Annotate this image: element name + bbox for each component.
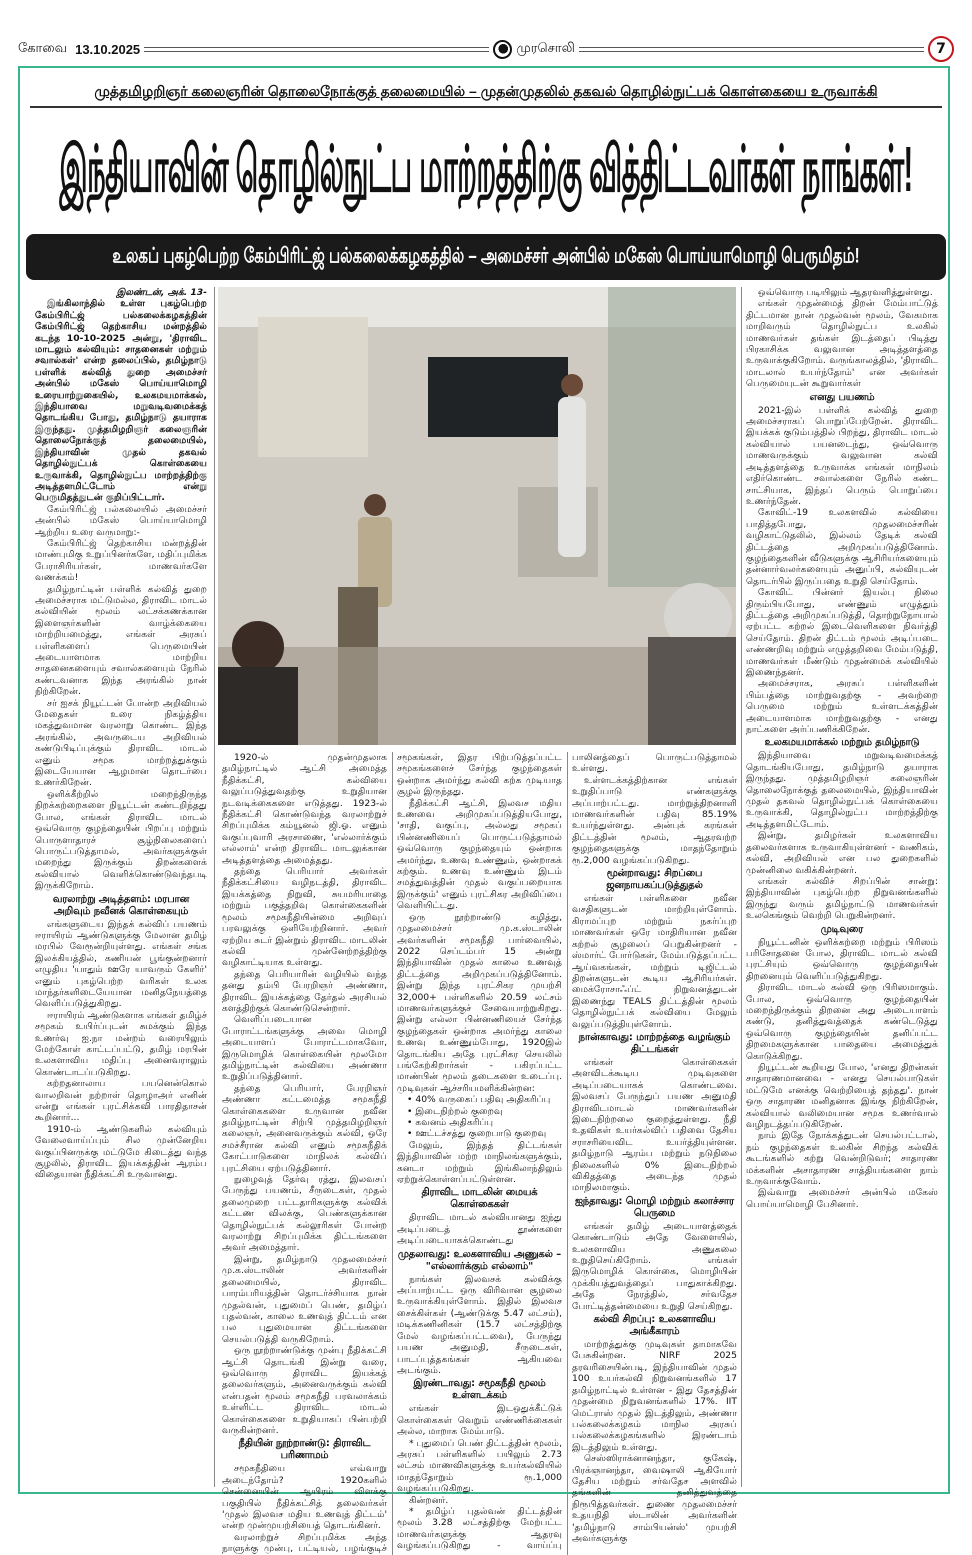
paragraph: மாற்றத்துக்கு முடிவுகள் தாமாகவே பேசுகின்றன. NIRF 2025 தரவரிசையின்படி, இந்தியாவின் முதல் 100 உயர்கல்வி நிறுவனங்களில் 17 தமிழ்நாட்டில் உள்ளன - இது தேசத்தின் முதன்மை நிறுவனங்களில் 17%. IIT மெட்ராஸ் முதல் இடத்திலும், அண்ணா பல்கலைக்கழகம் மாநில அரசுப் பல்கலைக்கழகங்களில் இரண்டாம் இடத்திலும் உள்ளது. — [572, 1339, 737, 1453]
paragraph: தந்தை பெரியாரின் வழியில் வந்த தனது தம்பி பேரறிஞர் அண்ணா, திராவிட இயக்கத்தை தேர்தல் அரசியல் களத்திற்குக் கொண்டுசென்றார். — [222, 968, 387, 1014]
paragraph: சமூகநீதியை எவ்வாறு அடைந்தோம்? 1920களில் சென்னையின் ஆயிரம் விளக்கு பகுதியில் நீதிக்கட்சித் தலைவர்கள் 'முதல் இலவச மதிய உணவுத் திட்டம்' என்ற முன்முயற்சியைத் தொடங்கினர். — [222, 1463, 387, 1532]
dateline: இலண்டன், அக். 13- — [116, 287, 207, 298]
paragraph: திராவிட மாடல் கல்வியானது ஐந்து அடிப்படைத் தூண்களை அடிப்படையாகக்கொண்டது — [397, 1212, 562, 1247]
section-heading: மூன்றாவது: சிறப்பை ஜனநாயகப்படுத்துதல் — [606, 868, 703, 892]
paragraph: செஸ்ஸிராக்னானந்தா, குகேஷ், பிரக்ஞானந்தா, வைஷாலி ஆகியோர் தேசிய மற்றும் சர்வதேச அளவில் தங்களின் தனித்துவத்தை நிரூபித்தவர்கள். துணை முதலமைச்சர் உதயநிதி ஸ்டாலின் அவர்களின் 'தமிழ்நாடு சாம்பியன்ஸ்' முயற்சி அவர்களுக்கு — [572, 1453, 737, 1544]
section-heading: ஐந்தாவது: மொழி மற்றும் கலாச்சார பெருமை — [574, 1195, 735, 1219]
bullet-item: • 40% வருகைப் பதிவு அதிகரிப்பு — [407, 1094, 562, 1105]
paragraph: கோவிட்-19 உலகளவில் கல்வியை பாதித்தபோது, முதலமைச்சரின் வழிகாட்டுதலில், இல்லம் தேடிக் கல்வி திட்டத்தை அறிமுகப்படுத்தினோம். குழந்தைகளின் வீடுகளுக்கு ஆசிரியர்களையும் தன்னார்வலர்களையும் அனுப்பி, கல்வியுடன் தொடர்பில் இருப்பதை உறுதி செய்தோம். — [746, 507, 938, 587]
section-heading: இரண்டாவது: சமூகநீதி மூலம் உள்ளடக்கம் — [413, 1378, 546, 1402]
paragraph: நாம் இதே நோக்கத்துடன் செயல்பட்டால், நம் குழந்தைகள் உலகின் சிறந்த கல்விக் கூடங்களில் கற்று வென்றிடுவர்; சாதாரண மக்களின் அசாதாரண சாத்தியங்களை நாம் உருவாக்குவோம். — [746, 1130, 938, 1188]
section-heading: உலகமயமாக்கல் மற்றும் தமிழ்நாடு — [764, 737, 920, 749]
page-number: 7 — [928, 36, 954, 62]
paragraph: நியூட்டன் கூறியது போல, 'எனது திறன்கள் சாதாரணமானவை - எனது செயல்பாடுகள் மட்டுமே எனக்கு வெற்றியைத் தந்தது'. நான் ஒரு சாதாரண மனிதனாக இங்கு நிற்கிறேன், கல்வியால் வலிமையான சமூக உணர்வால் வழிநடத்தப்படுகிறேன். — [746, 1062, 938, 1131]
article-column-1 — [35, 287, 207, 1181]
paragraph: தமிழ்நாட்டின் பள்ளிக் கல்வித் துறை அமைச்சராக மட்டுமல்ல, திராவிட மாடல் கல்வியின் மூலம் லட்சக்கணக்கான இளைஞர்களின் வாழ்க்கையை மாற்றியமைத்து, எங்கள் அரசுப் பள்ளிகளைப் பெருமையின் அடையாளமாக மாற்றிய சாதனைகளையும் சவால்களையும் நேரில் கண்டவனாக இந்த அரங்கில் நான் நிற்கிறேன். — [35, 583, 207, 698]
paragraph: வெளிப்படையான போராட்டங்களுக்கு அவை மொழி அடையாளப் போராட்டமாகவோ, இருமொழிக் கொள்கையின் மூலமோ தமிழ்நாட்டின் கல்வியை அண்ணா உறுதிப்படுத்தினார். — [222, 1014, 387, 1083]
paragraph: நாங்கள் இலவசக் கல்விக்கு அப்பாற்பட்ட ஒரு விரிவான சூழலை உருவாக்கியுள்ளோம். இதில் இலவச சைக்கிள்கள் (ஆண்டுக்கு 5.47 லட்சம்), மடிக்கணினிகள் (15.7 லட்சத்திற்கு மேல் வழங்கப்பட்டவை), பேருந்து பயண அனுமதி, சீருடைகள், பாடப்புத்தகங்கள் ஆகியவை அடங்கும். — [397, 1273, 562, 1376]
paragraph: சர் ஐசக் நியூட்டன் போன்ற அறிவியல் மேதைகள் உரை நிகழ்த்திய மகத்துவமான வரலாறு கொண்ட இந்த அரங்கில், அவருடைய அறிவியல் கண்டுபிடிப்புக்கும் திராவிட மாடல் எனும் சமூக மாற்றத்துக்கும் இடையேயான ஆழமான தொடர்பை உணர்கிறேன். — [35, 697, 207, 789]
paragraph: நுழைவுத் தேர்வு ரத்து, இலவசப் பேருந்து பயணம், சீருடைகள், முதல் தலைமுறை பட்டதாரிகளுக்கு கல்விக் கட்டண விலக்கு, பெண்களுக்கான தொழில்நுட்பக் கல்லூரிகள் போன்ற வரலாற்று சிறப்புமிக்க திட்டங்களை அவர் அமைத்தார். — [222, 1174, 387, 1254]
paragraph: 1920-ல் முதன்முதலாக தமிழ்நாட்டில் ஆட்சி அமைத்த நீதிக்கட்சி, கல்வியை வலுப்படுத்துவதற்கு உறுதியான நடவடிக்கைகளை எடுத்தது. 1923-ல் நீதிக்கட்சி கொண்டுவந்த வரலாற்றுச் சிறப்புமிக்க கம்யூனல் ஜி.ஓ. எனும் வகுப்புவாரி அரசாணை, 'எல்லார்க்கும் எல்லாம்' என்ற திராவிட மாடலுக்கான அடித்தளத்தை அமைத்தது. — [222, 752, 387, 866]
paragraph: எங்கள் கல்விச் சிறப்பின் சான்று: இந்தியாவின் புகழ்பெற்ற நிறுவனங்களில் இருந்து வரும் தமிழ்நாட்டு மாணவர்கள் உலகெங்கும் வெற்றி பெறுகின்றனர். — [746, 875, 938, 922]
paragraph: * தமிழ்ப் புதல்வன் திட்டத்தின் மூலம் 3.28 லட்சத்திற்கு மேற்பட்ட மாணவர்களுக்கு ஆதரவு வழங்கப்படுகிறது - வாய்ப்பு பாலினத்தைப் பொருட்படுத்தாமல் உள்ளது. — [397, 752, 737, 1552]
bullet-item: • ஊட்டச்சத்து குறைபாடு குறைவு — [407, 1128, 562, 1139]
article-column-5 — [746, 287, 938, 1210]
paragraph: கின்றனர். — [409, 1494, 449, 1506]
paragraph: எங்கள் முதன்மைத் திறன் மேம்பாட்டுத் திட்டமான நான் முதல்வன் மூலம், வேகமாக மாறிவரும் தொழில்நுட்ப உலகில் மாணவர்கள் தங்கள் இடத்தைப் பிடித்து பிரகாசிக்க வலுவான அடித்தளத்தை உருவாக்குகிறோம். வருங்காலத்தில், 'திராவிட மாடலால் உயர்ந்தோம்' என அவர்கள் பெருமையுடன் கூறுவார்கள் — [746, 298, 938, 390]
issue-date: 13.10.2025 — [75, 41, 141, 57]
column-divider — [214, 287, 215, 1487]
paragraph: உள்ளடக்கத்திற்கான எங்கள் உறுதிப்பாடு எண்களுக்கு அப்பாற்பட்டது. மாற்றுத்திறனாளி மாணவர்களின் பதிவு 85.19% உயர்ந்துள்ளது. அன்புக் கரங்கள் திட்டத்தின் மூலம், ஆதரவற்ற குழந்தைகளுக்கு மாதந்தோறும் ரூ.2,000 வழங்கப்படுகிறது. — [572, 774, 737, 866]
paragraph: நியூட்டனின் ஒளிக்கற்றை மற்றும் பிரிஸம் பரிசோதனை போல, திராவிட மாடல் கல்வி புரட்சியும் ஒவ்வொரு குழந்தையின் திறனையும் வெளிப்படுத்துகிறது. — [746, 936, 938, 982]
paragraph: 1910-ம் ஆண்டுகளில் கல்வியும் வேலைவாய்ப்பும் சில முன்னேறிய வகுப்பினருக்கு மட்டுமே கிடைத்து வந்த சூழலில், திராவிட இயக்கத்தின் ஆரம்ப விதையான நீதிக்கட்சி உருவானது. — [35, 1123, 207, 1181]
kicker-headline: முத்தமிழறிஞர் கலைஞரின் தொலைநோக்குத் தலைமையில் – முதன்முதலில் தகவல் தொழில்நுட்பக் கொள்கையை உருவாக்கி — [30, 74, 942, 108]
paragraph: எங்களுடைய இந்தக் கல்விப் பயணம் ஈராயிரம் ஆண்டுகளுக்கு மேலான தமிழ் மரபில் வேரூன்றியுள்ளது. எங்கள் சங்க இலக்கியத்தில், கணியன் பூங்குன்றனார் எழுதிய 'யாதும் ஊரே யாவரும் கேளிர்' எனும் புகழ்பெற்ற வரிகள் உலக மாந்தர்களிடையேயான மனிதநேயத்தை வெளிப்படுத்துகிறது. — [35, 918, 207, 1010]
section-heading: வரலாற்று அடித்தளம்: மரபான அறிவும் நவீனக் கொள்கையும் — [52, 893, 190, 917]
edition-name: கோவை — [18, 41, 68, 56]
paragraph: எங்கள் இடஒதுக்கீட்டுக் கொள்கைகள் வெறும் எண்ணிக்கைகள் அல்ல, மாறாக மேம்பாடு. — [397, 1403, 562, 1438]
paragraph: இன்று, தமிழர்கள் உலகளாவிய தலைவர்களாக உருவாகியுள்ளனர் - வணிகம், கல்வி, அறிவியல் என பல துறைகளில் முன்னிலை வகிக்கின்றனர். — [746, 830, 938, 876]
section-heading: எனது பயணம் — [809, 391, 875, 403]
paper-name: முரசொலி — [516, 41, 575, 56]
paragraph: மேலும், இந்தத் திட்டங்கள் இந்தியாவின் மற்ற மாநிலங்களுக்கும், கனடா மற்றும் இங்கிலாந்திலும் ஏற்றுக்கொள்ளப்பட்டுள்ளன. — [397, 1139, 562, 1186]
lead-paragraph: இங்கிலாந்தில் உள்ள புகழ்பெற்ற கேம்பிரிட்ஜ் பல்கலைக்கழகத்தின் கேம்பிரிட்ஜ் தெற்காசிய மன்றத்தில் கடந்த 10-10-2025 அன்று, 'திராவிட மாடலும் கல்வியும்: சாதனைகள் மற்றும் சவால்கள்' என்ற தலைப்பில், தமிழ்நாடு பள்ளிக் கல்வித் துறை அமைச்சர் அன்பில் மகேஸ் பொய்யாமொழி உரையாற்றுகையில், உலகமயமாக்கல், இந்தியாவை மறுவடிவமைக்கத் தொடங்கிய போது, தமிழ்நாடு தயாராக இருந்தது. முத்தமிழறிஞர் கலைஞரின் தொலைநோக்குத் தலைமையில், இந்தியாவின் முதல் தகவல் தொழில்நுட்பக் கொள்கையை உருவாக்கி, தொழில்நுட்ப மாற்றத்திற்கு அடித்தளமிட்டோம் என்று பெருமிதத்துடன் குறிப்பிட்டார். — [35, 298, 207, 504]
section-heading: முடிவுரை — [820, 923, 864, 935]
paragraph: இன்று, தமிழ்நாடு முதலமைச்சர் மு.க.ஸ்டாலின் அவர்களின் தலைமையில், திராவிட பாரம்பரியத்தின் தொடர்ச்சியாக நான் முதல்வன், புதுமைப் பெண், தமிழ்ப் புதல்வன், காலை உணவுத் திட்டம் என பல புதுமையான திட்டங்களை செயல்படுத்தி வருகிறோம். — [222, 1253, 387, 1345]
paper-logo — [493, 40, 575, 59]
sub-headline: உலகப் புகழ்பெற்ற கேம்பிரிட்ஜ் பல்கலைக்கழகத்தில் – அமைச்சர் அன்பில் மகேஸ் பொய்யாமொழி பெருமிதம்! — [112, 244, 860, 269]
masthead-rule — [144, 47, 489, 52]
paragraph: கேம்பிரிட்ஜ் பல்கலையில் அமைச்சர் அன்பில் மகேஸ் பொய்யாமொழி ஆற்றிய உரை வருமாறு:- — [35, 503, 207, 538]
paragraph: ஒரு நூற்றாண்டுக்கு முன்பு நீதிக்கட்சி ஆட்சி தொடங்கி இன்று வரை, ஒவ்வொரு திராவிட இயக்கத் தலைவர்களும், அனைவருக்கும் கல்வி என்பதன் மூலம் சமூகநீதி பரவலாக்கம் உள்ளிட்ட திராவிட மாடல் கொள்கைகளை உறுதியாகப் பின்பற்றி வருகின்றனர். — [222, 1345, 387, 1436]
paragraph: * புதுமைப் பெண் திட்டத்தின் மூலம், அரசுப் பள்ளிகளில் பயிலும் 2.73 லட்சம் மாணவிகளுக்கு உயர்கல்வியில் மாதந்தோறும் ரூ.1,000 வழங்கப்படுகிறது. — [397, 1437, 562, 1495]
paragraph: 2021-இல் பள்ளிக் கல்வித் துறை அமைச்சராகப் பொறுப்பேற்றேன். திராவிட இயக்கக் குடும்பத்தில் பிறந்து, திராவிட மாடல் கல்வியால் பயனடைந்து, ஒவ்வொரு மாணவருக்கும் வலுவான கல்வி அடித்தளத்தை உருவாக்க எங்கள் மாநிலம் எதிர்கொண்ட சவால்களை நேரில் கண்ட சாட்சியாக, இந்தப் பெரும் பொறுப்பை உணர்ந்தேன். — [746, 404, 938, 507]
paragraph: ஈராயிரம் ஆண்டுகளாக எங்கள் தமிழ்ச் சமூகம் உயிர்ப்புடன் சுமக்கும் இந்த உணர்வு ஐ.நா மன்றம் வரையிலும் மேற்கோள் காட்டப்பட்டு, தமிழ் மரபின் உலகளாவிய மதிப்பு அனைவராலும் கொண்டாடப்படுகிறது. — [35, 1009, 207, 1078]
bullet-item: • கவனம் அதிகரிப்பு — [407, 1117, 562, 1128]
paragraph: நீதிக்கட்சி ஆட்சி, இலவச மதிய உணவை அறிமுகப்படுத்தியபோது, 'சாதி, வகுப்பு, அல்லது சமூகப் பின்னணியைப் பொருட்படுத்தாமல் ஒவ்வொரு குழந்தையும் ஒன்றாக அமர்ந்து, உணவு உண்ணும், ஒன்றாகக் கற்கும். உணவு உண்ணும் இடம் சமத்துவத்தின் முதல் வகுப்பறையாக இருக்கும்' எனும் புரட்சிகர அறிவிப்பை வெளியிட்டது. — [397, 797, 562, 912]
paragraph: ஒரு நூற்றாண்டு கழித்து, முதலமைச்சர் மு.க.ஸ்டாலின் அவர்களின் சமூகநீதி பார்வையில், 2022 செப்டம்பர் 15 அன்று இந்தியாவின் முதல் காலை உணவுத் திட்டத்தை அறிமுகப்படுத்தினோம். இன்று இந்த புரட்சிகர முயற்சி 32,000+ பள்ளிகளில் 20.59 லட்சம் மாணவர்களுக்குச் சேவையாற்றுகிறது. இன்று எல்லா பின்னணியைச் சேர்ந்த குழந்தைகள் ஒன்றாக அமர்ந்து காலை உணவு உண்ணும்போது, 1920இல் தொடங்கிய அதே புரட்சிகர செயலில் பங்கேற்கிறார்கள் - பகிரப்பட்ட மாண்பின் மூலம் தடைகளை உடைப்பு. முடிவுகள் ஆச்சரியமளிக்கின்றன: — [397, 911, 562, 1094]
paragraph: ஒளிக்கீற்றில் மறைந்திருந்த நிறக்கற்றைகளை நியூட்டன் கண்டறிந்தது போல, எங்கள் திராவிட மாடல் ஒவ்வொரு குழந்தையின் பிறப்பு மற்றும் பொருளாதாரச் சூழ்நிலைகளைப் பொருட்படுத்தாமல், அவர்களுக்குள் மறைந்து இருக்கும் திறன்களைக் கல்வியால் வெளிக்கொண்டுவந்தபடி இருக்கிறோம். — [35, 788, 207, 892]
masthead-bar — [18, 34, 954, 64]
section-heading: நான்காவது: மாற்றத்தை வழங்கும் திட்டங்கள் — [578, 1031, 731, 1055]
blackboard — [428, 357, 568, 437]
paragraph: தந்தை பெரியார் அவர்கள் நீதிக்கட்சியை வழிநடத்தி, திராவிட இயக்கத்தை நிறுவி, சுயமரியாதை மற்றும் பகுத்தறிவு கொள்கைகளின் மூலம் சமூகநீதியின்மை அறிவுப் பரவலுக்கு ஒளியேற்றினார். அவர் ஏற்றிய சுடர் இன்றும் திராவிட மாடலின் கல்வி முன்னேற்றத்திற்கு வழிகாட்டியாக உள்ளது. — [222, 866, 387, 969]
paragraph: எங்கள் பள்ளிகளை நவீன வசதிகளுடன் மாற்றியுள்ளோம். கிராமப்புற மற்றும் நகர்ப்புற மாணவர்கள் ஒரே மாதிரியான நவீன கற்றல் சூழலைப் பெறுகின்றனர் - ஸ்மார்ட் போர்டுகள், மேம்படுத்தப்பட்ட ஆய்வகங்கள், மற்றும் டிஜிட்டல் திறன்களுடன் கூடிய ஆசிரியர்கள். மைக்ரோசாஃப்ட் நிறுவனத்துடன் இணைந்து TEALS திட்டத்தின் மூலம் தொழில்நுட்பக் கல்வியை மேலும் வலுப்படுத்தியுள்ளோம். — [572, 893, 737, 1030]
photo-lecture-hall — [218, 287, 736, 745]
paragraph: கேம்பிரிட்ஜ் தெற்காசிய மன்றத்தின் மாண்புமிகு உறுப்பினர்களே, மதிப்புமிக்க பேராசிரியர்கள், மாணவர்களே வணக்கம்! — [35, 537, 207, 584]
drum-logo-icon — [493, 40, 512, 59]
paragraph: வரலாற்றுச் சிறப்புமிக்க அந்த நாளுக்கு முன்பு, பட்டியல், பழங்குடிச் சமூகங்கள், இதர பிற்படுத்தப்பட்ட சமூகங்களைச் சேர்ந்த குழந்தைகள் ஒன்றாக அமர்ந்து கல்வி கற்க முடியாத சூழல் இருந்தது. — [222, 752, 562, 1555]
section-heading: முதலாவது: உலகளாவிய அணுகல் – "எல்லார்க்கும் எல்லாம்" — [397, 1248, 562, 1272]
paragraph: அமைச்சராக, அரசுப் பள்ளிகளின் பிம்பத்தை மாற்றுவதற்கு - அவற்றை பெருமை மற்றும் உள்ளடக்கத்தின் அடையாளமாக மாற்றுவதற்கு - எனது நாட்களை அர்ப்பணிக்கிறேன். — [746, 678, 938, 736]
paragraph: தந்தை பெரியார், பேரறிஞர் அண்ணா கட்டமைத்த சமூகநீதி கொள்கைகளை உருவான நவீன தமிழ்நாட்டின் சிற்பி முத்தமிழறிஞர் கலைஞர், அனைவருக்கும் கல்வி, ஒரே சமச்சீரான கல்வி எனும் சமூகநீதிக் கோட்பாடுகளை மாநிலக் கல்விப் புரட்சியை ஏற்படுத்தினார். — [222, 1082, 387, 1174]
masthead-rule — [579, 47, 924, 52]
article-photo — [218, 287, 736, 745]
paragraph: ஒவ்வொரு படியிலும் ஆதரவளித்துள்ளது. — [758, 287, 933, 298]
section-heading: கல்வி சிறப்பு: உலகளாவிய அங்கீகாரம் — [593, 1314, 716, 1338]
section-heading: திராவிட மாடலின் மையக் கொள்கைகள் — [421, 1187, 538, 1211]
paragraph: எங்கள் கொள்கைகள் அளவிடக்கூடிய முடிவுகளை அடிப்படையாகக் கொண்டவை. இலவசப் பேருந்துப் பயண அனுமதி திராவிடமாடல் மாணவர்களின் இடைநிற்றலை குறைத்துள்ளது. நீதி உதவிகள் உயர்கல்விப் பதிவை தேசிய சராசரியைவிட உயர்த்தியுள்ளன. தமிழ்நாடு ஆரம்ப மற்றும் நடுநிலை நிலைகளில் 0% இடைநிற்றல் விகிதத்தை அடைந்த முதல் மாநிலமாகும். — [572, 1056, 737, 1194]
column-divider — [741, 287, 742, 1487]
bullet-item: • இடைநிற்றல் குறைவு — [407, 1106, 562, 1117]
paragraph: எங்கள் தமிழ் அடையாளத்தைக் கொண்டாடும் அதே வேளையில், உலகளாவிய அணுகலை உறுதிசெய்கிறோம். எங்கள் இருமொழிக் கொள்கை, மொழியின் முக்கியத்துவத்தைப் பாதுகாக்கிறது. அதே நேரத்தில், சர்வதேச போட்டித்தன்மையை உறுதி செய்கிறது. — [572, 1220, 737, 1312]
section-heading: நீதியின் நூற்றாண்டு: திராவிட பரிணாமம் — [238, 1438, 371, 1462]
main-headline: இந்தியாவின் தொழில்நுட்ப மாற்றத்திற்கு வித்திட்டவர்கள் நாங்கள்! — [59, 135, 913, 207]
paragraph: இந்தியாவை மறுவடிவமைக்கத் தொடங்கியபோது, தமிழ்நாடு தயாராக இருந்தது. முத்தமிழறிஞர் கலைஞரின் தொலைநோக்குத் தலைமையில், இந்தியாவின் முதல் தகவல் தொழில்நுட்பக் கொள்கையை உருவாக்கி, தொழில்நுட்ப மாற்றத்திற்கு அடித்தளமிட்டோம். — [746, 750, 938, 830]
paragraph: இவ்வாறு அமைச்சர் அன்பில் மகேஸ் பொய்யாமொழி பேசினார். — [746, 1187, 938, 1210]
paragraph: கற்றதனாலாய பயனென்கொல் வாலறிவன் நற்றாள் தொழாஅர் எனின் என்று எங்கள் புரட்சிக்கவி பாரதிதாசன் கூறினார்... — [35, 1078, 207, 1124]
sub-headline-banner — [26, 234, 946, 280]
article-columns-2-4 — [222, 752, 737, 1555]
main-headline-box — [26, 116, 946, 226]
paragraph: கோவிட் பின்னர் இயல்பு நிலை திரும்பியபோது, எண்ணும் எழுத்தும் திட்டத்தை அறிமுகப்படுத்தி, தொற்றுநோயால் ஏற்பட்ட கற்றல் இடைவெளிகளை நிவர்த்தி செய்தோம். திறன் திட்டம் மூலம் அடிப்படை எண்ணறிவு மற்றும் எழுத்தறிவை மேம்படுத்தி, மாணவர்கள் மீண்டும் முதன்மைக் கல்வியில் இணைந்தனர். — [746, 587, 938, 678]
paragraph: திராவிட மாடல் கல்வி ஒரு பிரிஸமாகும். போல, ஒவ்வொரு குழந்தையின் மறைந்திருக்கும் திறனை அது அடையாளம் கண்டு, தனித்துவத்தைக் கண்டெடுத்து ஒவ்வொரு குழந்தையின் தனிப்பட்ட திறமைகளுக்கான பாதையை அமைத்துக் கொடுக்கிறது. — [746, 982, 938, 1062]
